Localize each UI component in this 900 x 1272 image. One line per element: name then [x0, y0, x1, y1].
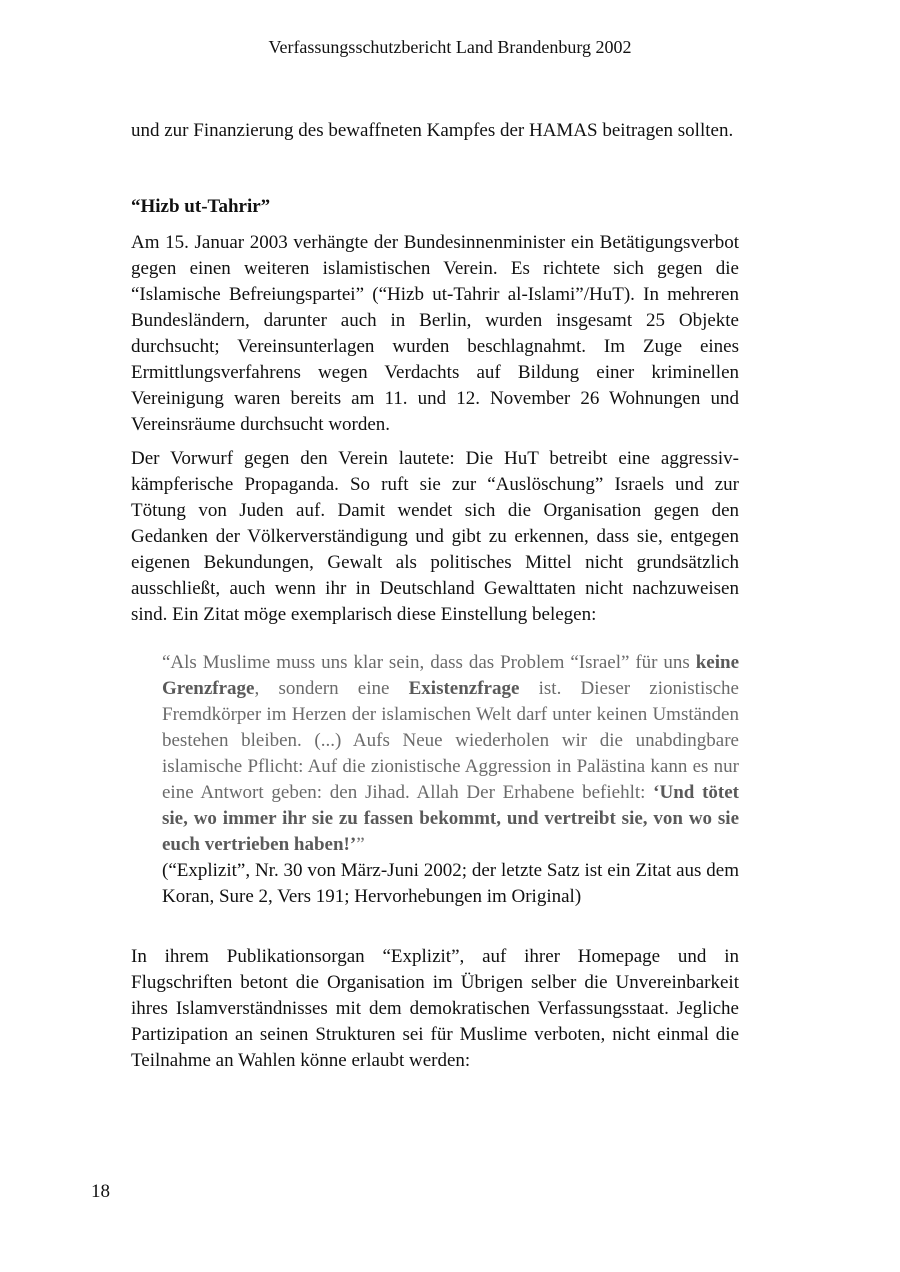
section-heading: “Hizb ut-Tahrir” — [131, 196, 271, 217]
page-content — [131, 118, 739, 1074]
quote-text — [162, 650, 739, 858]
quote-source: (“Explizit”, Nr. 30 von März-Juni 2002; der letzte Satz ist ein Zitat aus dem Koran, Sure 2, Vers 191; Hervorhebungen im Original) — [162, 860, 739, 907]
block-quote — [162, 650, 739, 910]
running-header: Verfassungsschutzbericht Land Brandenburg 2002 — [268, 37, 632, 57]
paragraph-publications: In ihrem Publikationsorgan “Explizit”, auf ihrer Homepage und in Flugschriften betont die Organisation im Übrigen selber die Unvereinbarkeit ihres Islamverständnisses mit dem demokratischen Verfassungsstaat. Jegliche Partizipation an seinen Strukturen sei für Muslime verboten, nicht einmal die Teilnahme an Wahlen könne erlaubt werden: — [131, 946, 739, 1071]
page-number: 18 — [91, 1181, 110, 1202]
quote-part-4: ” — [356, 834, 365, 855]
quote-part-2: , sondern eine — [254, 678, 409, 699]
quote-emphasis-2: Existenzfrage — [408, 678, 520, 699]
paragraph-accusation: Der Vorwurf gegen den Verein lautete: Die HuT betreibt eine aggressiv-kämpferische Propaganda. So ruft sie zur “Auslöschung” Israels und zur Tötung von Juden auf. Damit wendet sich die Organisation gegen den Gedanken der Völkerverständigung und gibt zu erkennen, dass sie, entgegen eigenen Bekundungen, Gewalt als politisches Mittel nicht grundsätzlich ausschließt, auch wenn ihr in Deutschland Gewalttaten nicht nachzuweisen sind. Ein Zitat möge exemplarisch diese Einstellung belegen: — [131, 448, 739, 625]
quote-emphasis-3: ‘Und tötet sie, wo immer ihr sie zu fassen bekommt, und vertreibt sie, von wo sie euch vertrieben haben!’ — [162, 782, 739, 855]
quote-part-3: ist. Dieser zionistische Fremdkörper im Herzen der islamischen Welt darf unter keinen Umständen bestehen bleiben. (...) Aufs Neue wiederholen wir die unabdingbare islamische Pflicht: Auf die zionistische Aggression in Palästina kann es nur eine Antwort geben: den Jihad. Allah Der Erhabene befiehlt: — [162, 678, 739, 803]
quote-part-1: “Als Muslime muss uns klar sein, dass das Problem “Israel” für uns — [162, 652, 696, 673]
quote-emphasis-1: keine Grenzfrage — [162, 652, 739, 699]
continuation-paragraph: und zur Finanzierung des bewaffneten Kampfes der HAMAS beitragen sollten. — [131, 120, 734, 141]
paragraph-ban-announcement: Am 15. Januar 2003 verhängte der Bundesinnenminister ein Betätigungsverbot gegen einen weiteren islamistischen Verein. Es richtete sich gegen die “Islamische Befreiungspartei” (“Hizb ut-Tahrir al-Islami”/HuT). In mehreren Bundesländern, darunter auch in Berlin, wurden insgesamt 25 Objekte durchsucht; Vereinsunterlagen wurden beschlagnahmt. Im Zuge eines Ermittlungsverfahrens wegen Verdachts auf Bildung einer kriminellen Vereinigung waren bereits am 11. und 12. November 26 Wohnungen und Vereinsräume durchsucht worden. — [131, 232, 739, 435]
